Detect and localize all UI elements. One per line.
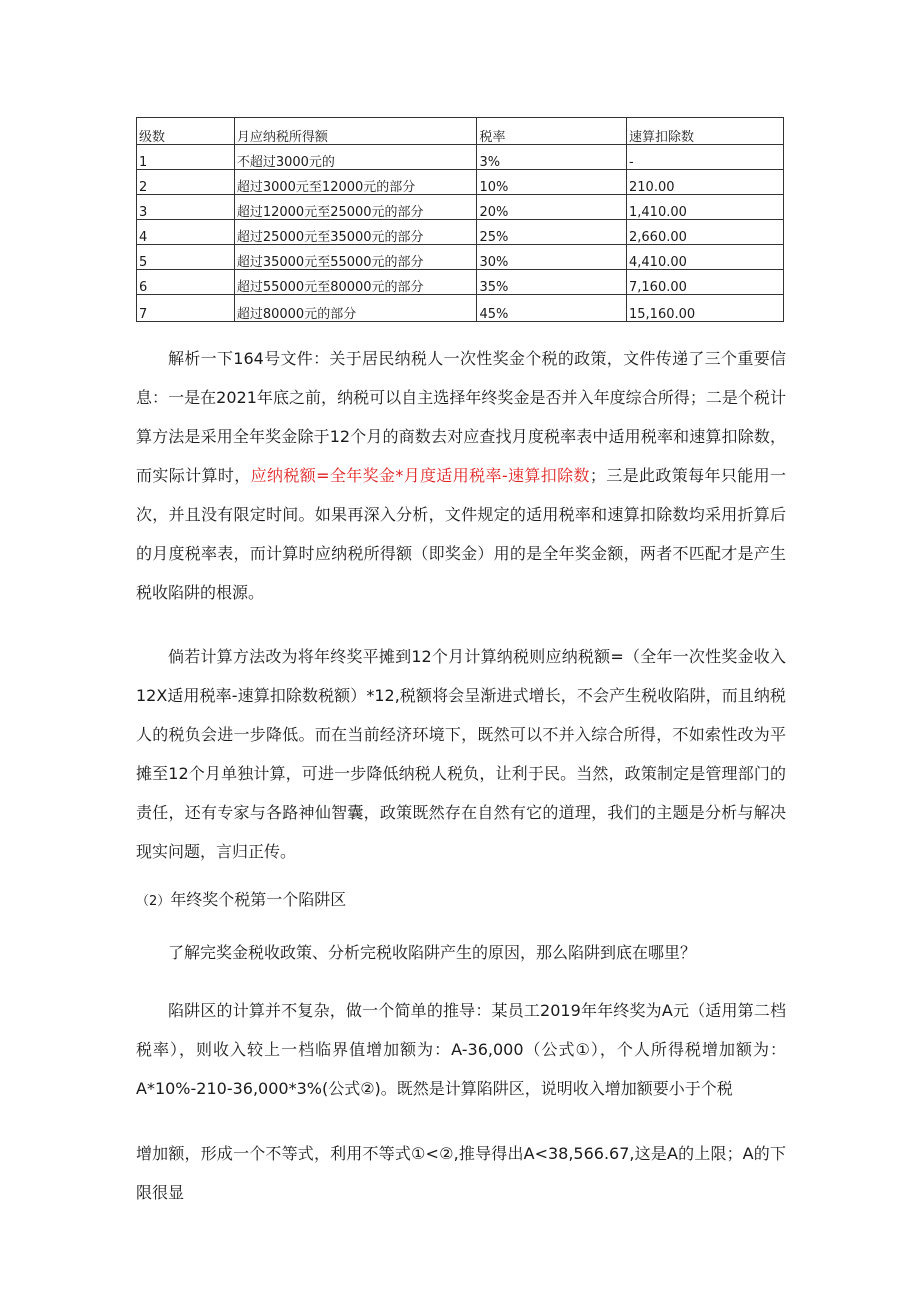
cell-rate: 45%: [477, 295, 627, 322]
table-row: [137, 295, 784, 322]
cell-rate: 20%: [477, 195, 627, 220]
paragraph-continuation: 增加额，形成一个不等式，利用不等式①<②,推导得出A<38,566.67,这是A的上限；A的下限很显: [136, 1144, 786, 1202]
table-row: [137, 170, 784, 195]
table-row: [137, 195, 784, 220]
cell-rate: 25%: [477, 220, 627, 245]
formula-highlight: 应纳税额=全年奖金*月度适用税率-速算扣除数: [250, 466, 590, 485]
heading-text: 年终奖个税第一个陷阱区: [170, 890, 347, 909]
cell-deduction: 1,410.00: [627, 195, 784, 220]
cell-deduction: 7,160.00: [627, 270, 784, 295]
paragraph-question: 了解完奖金税收政策、分析完税收陷阱产生的原因，那么陷阱到底在哪里？: [168, 943, 697, 962]
cell-rate: 35%: [477, 270, 627, 295]
header-rate: 税率: [477, 118, 627, 145]
cell-income: 超过80000元的部分: [234, 295, 477, 322]
cell-level: 4: [137, 220, 235, 245]
cell-deduction: 210.00: [627, 170, 784, 195]
header-deduction: 速算扣除数: [627, 118, 784, 145]
cell-level: 7: [137, 295, 235, 322]
cell-level: 2: [137, 170, 235, 195]
analysis-text-a: 解析一下164号文件：关于居民纳税人一次性奖金个税的政策，文件传递了三个重要信息：一是在2021年底之前，纳税可以自主选择年终奖金是否并入年度综合所得；二是个税计算方法是采用全年奖金除于12个月的商数去对应查找月度税率表中适用税率和速算扣除数，而实际计算时，: [136, 349, 786, 485]
table-row: [137, 220, 784, 245]
cell-income: 超过25000元至35000元的部分: [234, 220, 477, 245]
paragraph-derivation: 陷阱区的计算并不复杂，做一个简单的推导：某员工2019年年终奖为A元（适用第二档税率），则收入较上一档临界值增加额为：A-36,000（公式①），个人所得税增加额为：A*10%-210-36,000*3%(公式②)。既然是计算陷阱区，说明收入增加额要小于个税: [136, 1001, 786, 1098]
cell-income: 超过35000元至55000元的部分: [234, 245, 477, 270]
header-level: 级数: [137, 118, 235, 145]
cell-level: 1: [137, 145, 235, 170]
tax-rate-table: [136, 117, 784, 322]
table-header-row: [137, 118, 784, 145]
header-income: 月应纳税所得额: [234, 118, 477, 145]
table-row: [137, 145, 784, 170]
cell-deduction: 2,660.00: [627, 220, 784, 245]
analysis-text-b: ；三是此政策每年只能用一次，并且没有限定时间。如果再深入分析，文件规定的适用税率和速算扣除数均采用折算后的月度税率表，而计算时应纳税所得额（即奖金）用的是全年奖金额，两者不匹配才是产生税收陷阱的根源。: [136, 466, 786, 602]
cell-rate: 3%: [477, 145, 627, 170]
cell-level: 3: [137, 195, 235, 220]
cell-income: 超过12000元至25000元的部分: [234, 195, 477, 220]
paragraph-suggestion: 倘若计算方法改为将年终奖平摊到12个月计算纳税则应纳税额=（全年一次性奖金收入12X适用税率-速算扣除数税额）*12,税额将会呈渐进式增长，不会产生税收陷阱，而且纳税人的税负会进一步降低。而在当前经济环境下，既然可以不并入综合所得，不如索性改为平摊至12个月单独计算，可进一步降低纳税人税负，让利于民。当然，政策制定是管理部门的责任，还有专家与各路神仙智囊，政策既然存在自然有它的道理，我们的主题是分析与解决现实问题，言归正传。: [136, 647, 786, 861]
cell-income: 超过3000元至12000元的部分: [234, 170, 477, 195]
section-heading: [136, 880, 786, 921]
cell-deduction: -: [627, 145, 784, 170]
paragraph-analysis: [136, 339, 786, 612]
cell-level: 6: [137, 270, 235, 295]
table-row: [137, 245, 784, 270]
cell-deduction: 15,160.00: [627, 295, 784, 322]
heading-number: （2）: [136, 894, 171, 909]
cell-income: 不超过3000元的: [234, 145, 477, 170]
table-row: [137, 270, 784, 295]
cell-rate: 30%: [477, 245, 627, 270]
cell-deduction: 4,410.00: [627, 245, 784, 270]
cell-income: 超过55000元至80000元的部分: [234, 270, 477, 295]
cell-rate: 10%: [477, 170, 627, 195]
cell-level: 5: [137, 245, 235, 270]
